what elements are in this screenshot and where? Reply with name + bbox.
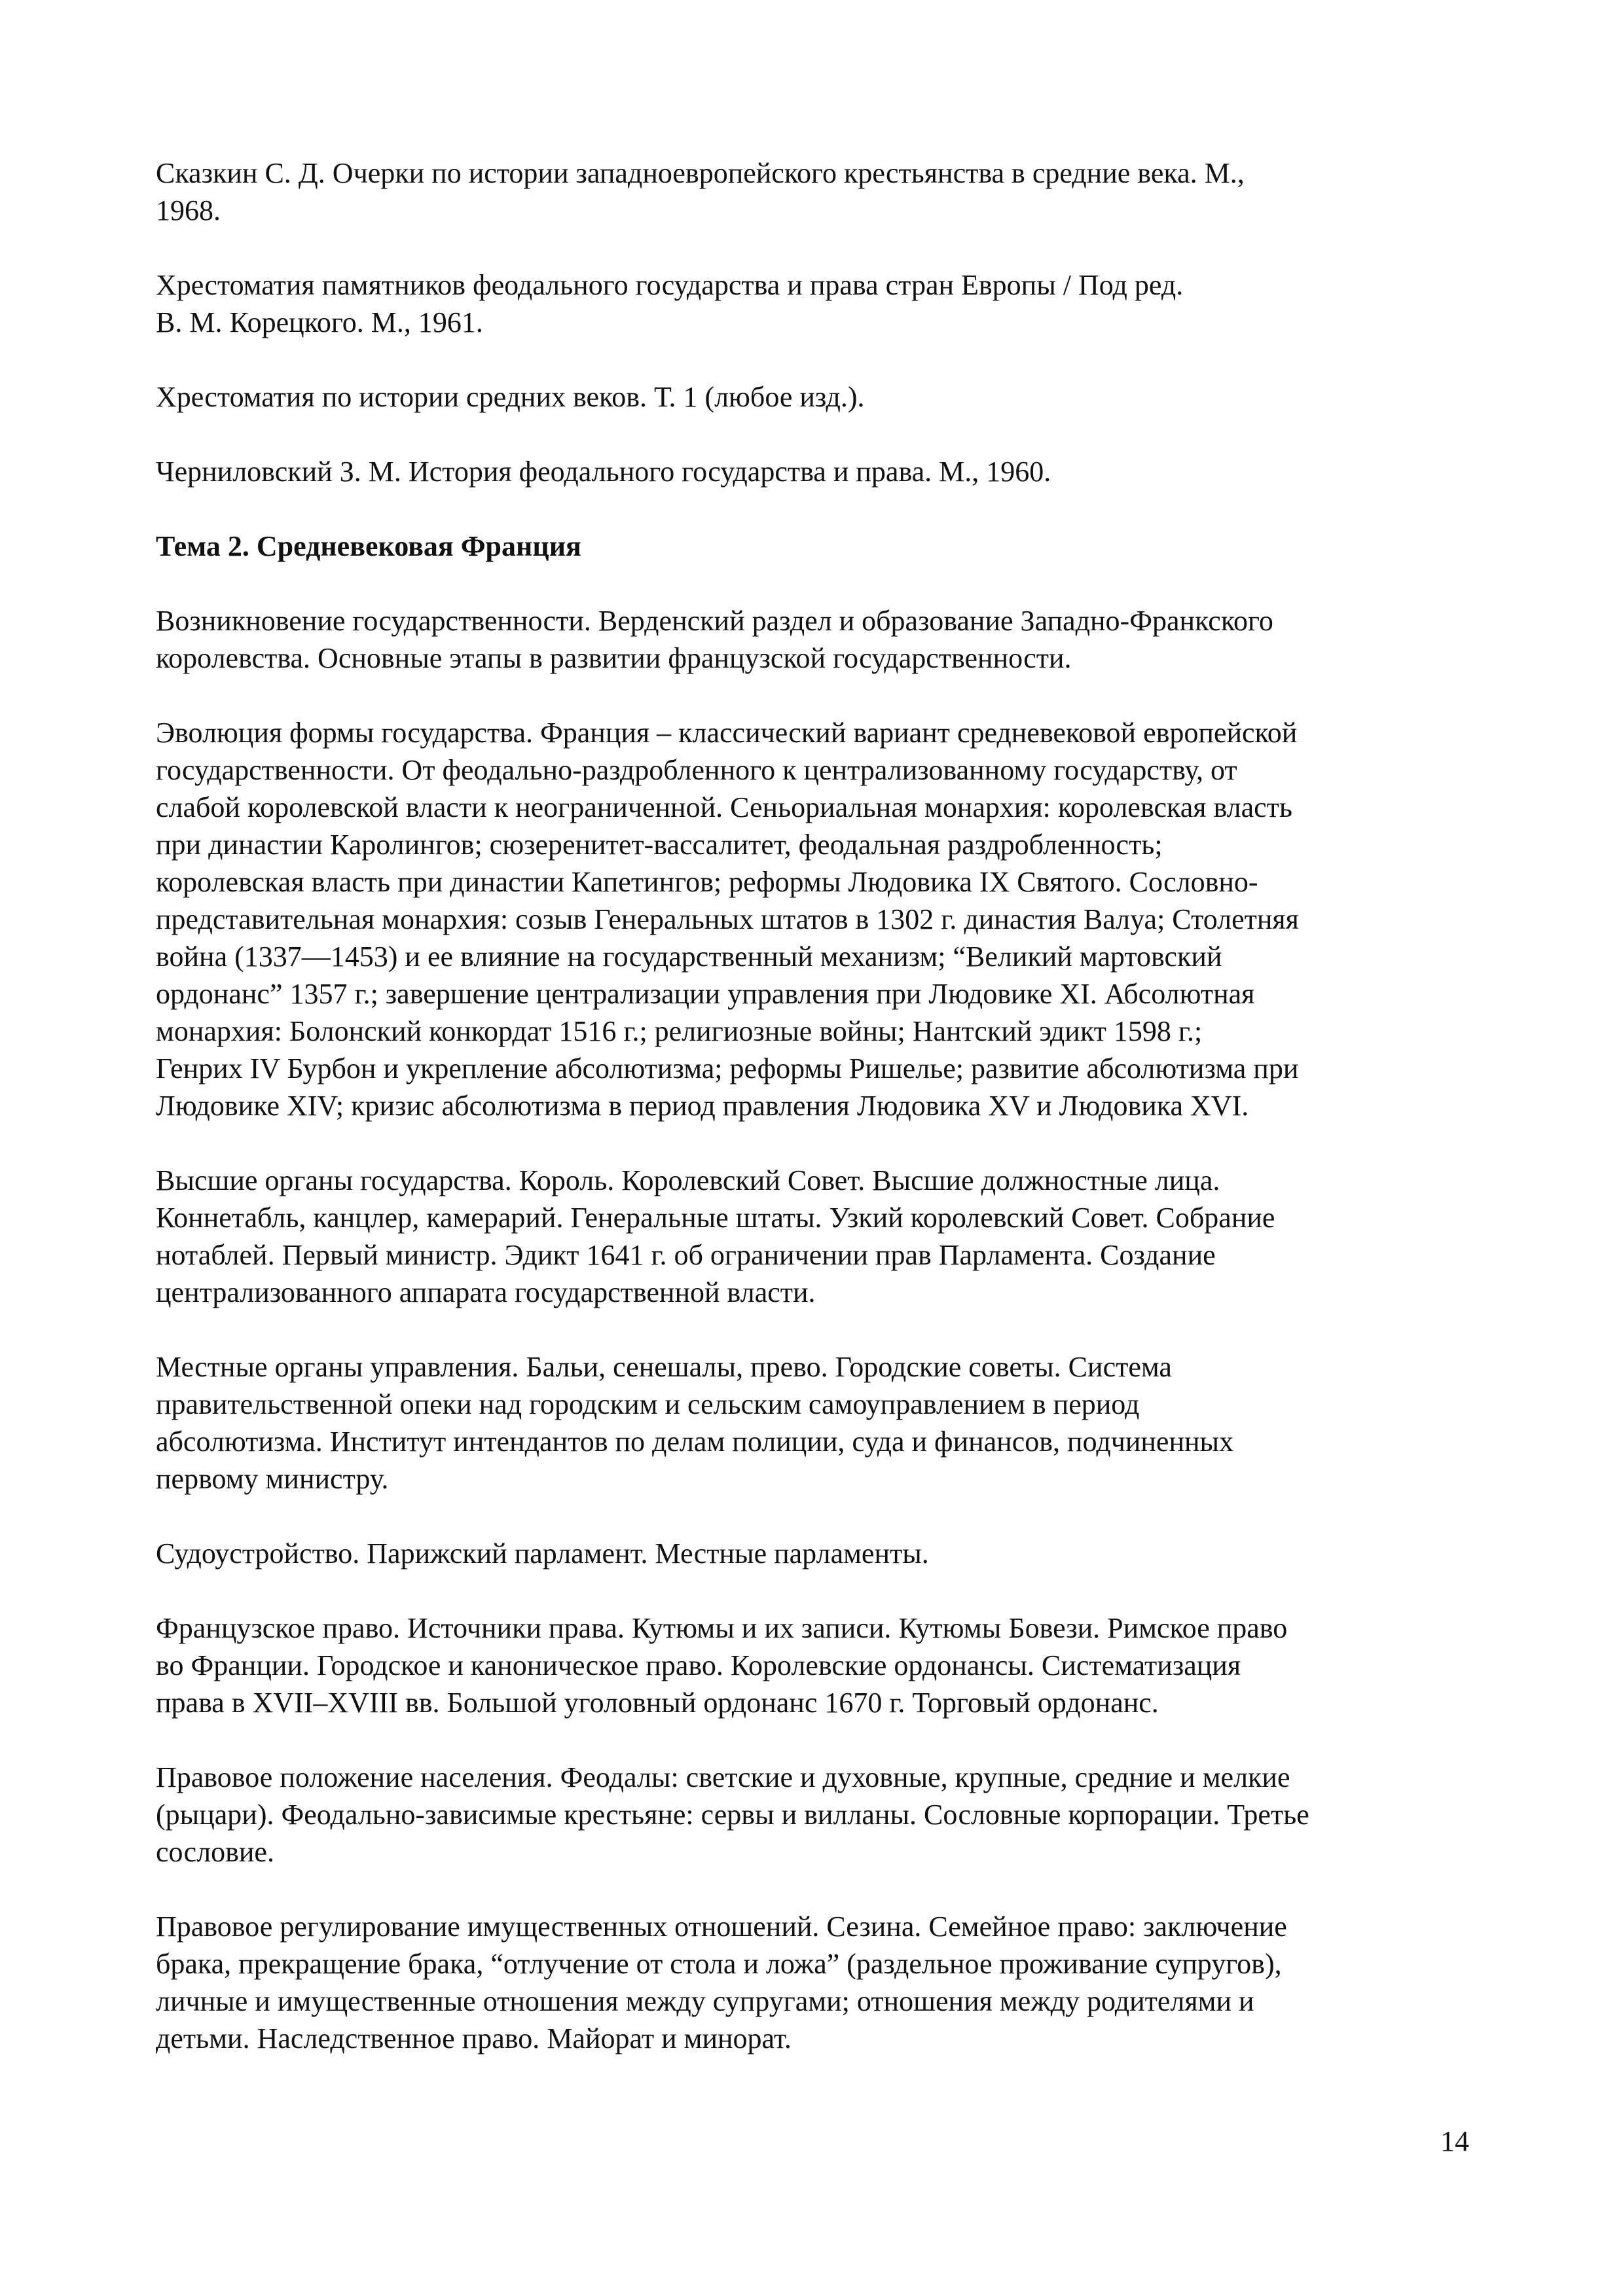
page-number: 14 [1440, 2125, 1469, 2157]
text-line: правительственной опеки над городским и сельским самоуправлением в период [156, 1388, 1140, 1420]
text-line: Судоустройство. Парижский парламент. Местные парламенты. [156, 1537, 929, 1570]
text-line: В. М. Корецкого. М., 1961. [156, 306, 483, 338]
text-line: королевства. Основные этапы в развитии французской государственности. [156, 642, 1072, 674]
text-line: при династии Каролингов; сюзеренитет-вассалитет, феодальная раздробленность; [156, 829, 1163, 861]
text-line: слабой королевской власти к неограниченной. Сеньориальная монархия: королевская власть [156, 791, 1292, 823]
text-line: брака, прекращение брака, “отлучение от стола и ложа” (раздельное проживание супругов), [156, 1948, 1282, 1980]
text-line: Высшие органы государства. Король. Королевский Совет. Высшие должностные лица. [156, 1164, 1220, 1196]
section-heading: Тема 2. Средневековая Франция [156, 530, 581, 562]
text-line: государственности. От феодально-раздробленного к централизованному государству, от [156, 754, 1237, 786]
body-paragraph [156, 1348, 1485, 1498]
body-paragraph [156, 1609, 1485, 1721]
text-line: (рыцари). Феодально-зависимые крестьяне: сервы и вилланы. Сословные корпорации. Третье [156, 1799, 1309, 1831]
text-line: личные и имущественные отношения между супругами; отношения между родителями и [156, 1985, 1254, 2017]
text-line: нотаблей. Первый министр. Эдикт 1641 г. об ограничении прав Парламента. Создание [156, 1239, 1216, 1271]
reference-item [156, 154, 1485, 229]
text-line: Правовое положение населения. Феодалы: светские и духовные, крупные, средние и мелкие [156, 1761, 1290, 1793]
text-line: монархия: Болонский конкордат 1516 г.; религиозные войны; Нантский эдикт 1598 г.; [156, 1015, 1203, 1047]
reference-item [156, 378, 1485, 416]
body-paragraph [156, 1535, 1485, 1572]
text-line: Хрестоматия памятников феодального государства и права стран Европы / Под ред. [156, 269, 1184, 301]
text-line: детьми. Наследственное право. Майорат и минорат. [156, 2022, 792, 2054]
text-line: Французское право. Источники права. Кутюмы и их записи. Кутюмы Бовези. Римское право [156, 1612, 1288, 1644]
text-line: 1968. [156, 194, 221, 226]
text-line: война (1337—1453) и ее влияние на государственный механизм; “Великий мартовский [156, 941, 1222, 973]
text-line: права в XVII–XVIII вв. Большой уголовный ордонанс 1670 г. Торговый ордонанс. [156, 1687, 1159, 1719]
text-line: Эволюция формы государства. Франция – классический вариант средневековой европейской [156, 717, 1298, 749]
references-list [156, 154, 1485, 490]
text-line: Коннетабль, канцлер, камерарий. Генеральные штаты. Узкий королевский Совет. Собрание [156, 1202, 1275, 1234]
text-line: королевская власть при династии Капетингов; реформы Людовика IX Святого. Сословно- [156, 866, 1258, 898]
section-body [156, 602, 1485, 2057]
text-line: Черниловский З. М. История феодального государства и права. М., 1960. [156, 456, 1051, 488]
text-line: Правовое регулирование имущественных отношений. Сезина. Семейное право: заключение [156, 1910, 1287, 1943]
text-line: ордонанс” 1357 г.; завершение централизации управления при Людовике XI. Абсолютная [156, 978, 1255, 1010]
text-line: Людовике XIV; кризис абсолютизма в период правления Людовика XV и Людовика XVI. [156, 1090, 1249, 1122]
document-page [156, 154, 1485, 2094]
body-paragraph [156, 1759, 1485, 1871]
text-line: первому министру. [156, 1463, 389, 1495]
text-line: централизованного аппарата государственной власти. [156, 1276, 816, 1308]
text-line: Сказкин С. Д. Очерки по истории западноевропейского крестьянства в средние века. М., [156, 157, 1245, 189]
text-line: Возникновение государственности. Верденский раздел и образование Западно-Франкского [156, 605, 1273, 637]
text-line: сословие. [156, 1836, 274, 1868]
text-line: Хрестоматия по истории средних веков. Т. 1 (любое изд.). [156, 381, 865, 413]
text-line: Генрих IV Бурбон и укрепление абсолютизма; реформы Ришелье; развитие абсолютизма при [156, 1052, 1299, 1085]
text-line: абсолютизма. Институт интендантов по делам полиции, суда и финансов, подчиненных [156, 1426, 1234, 1458]
body-paragraph [156, 1162, 1485, 1311]
reference-item [156, 453, 1485, 490]
text-line: во Франции. Городское и каноническое право. Королевские ордонансы. Систематизация [156, 1649, 1241, 1681]
reference-item [156, 266, 1485, 341]
body-paragraph [156, 1908, 1485, 2057]
body-paragraph [156, 602, 1485, 677]
body-paragraph [156, 714, 1485, 1124]
text-line: представительная монархия: созыв Генеральных штатов в 1302 г. династия Валуа; Столетняя [156, 903, 1299, 935]
text-line: Местные органы управления. Бальи, сенешалы, прево. Городские советы. Система [156, 1351, 1172, 1383]
